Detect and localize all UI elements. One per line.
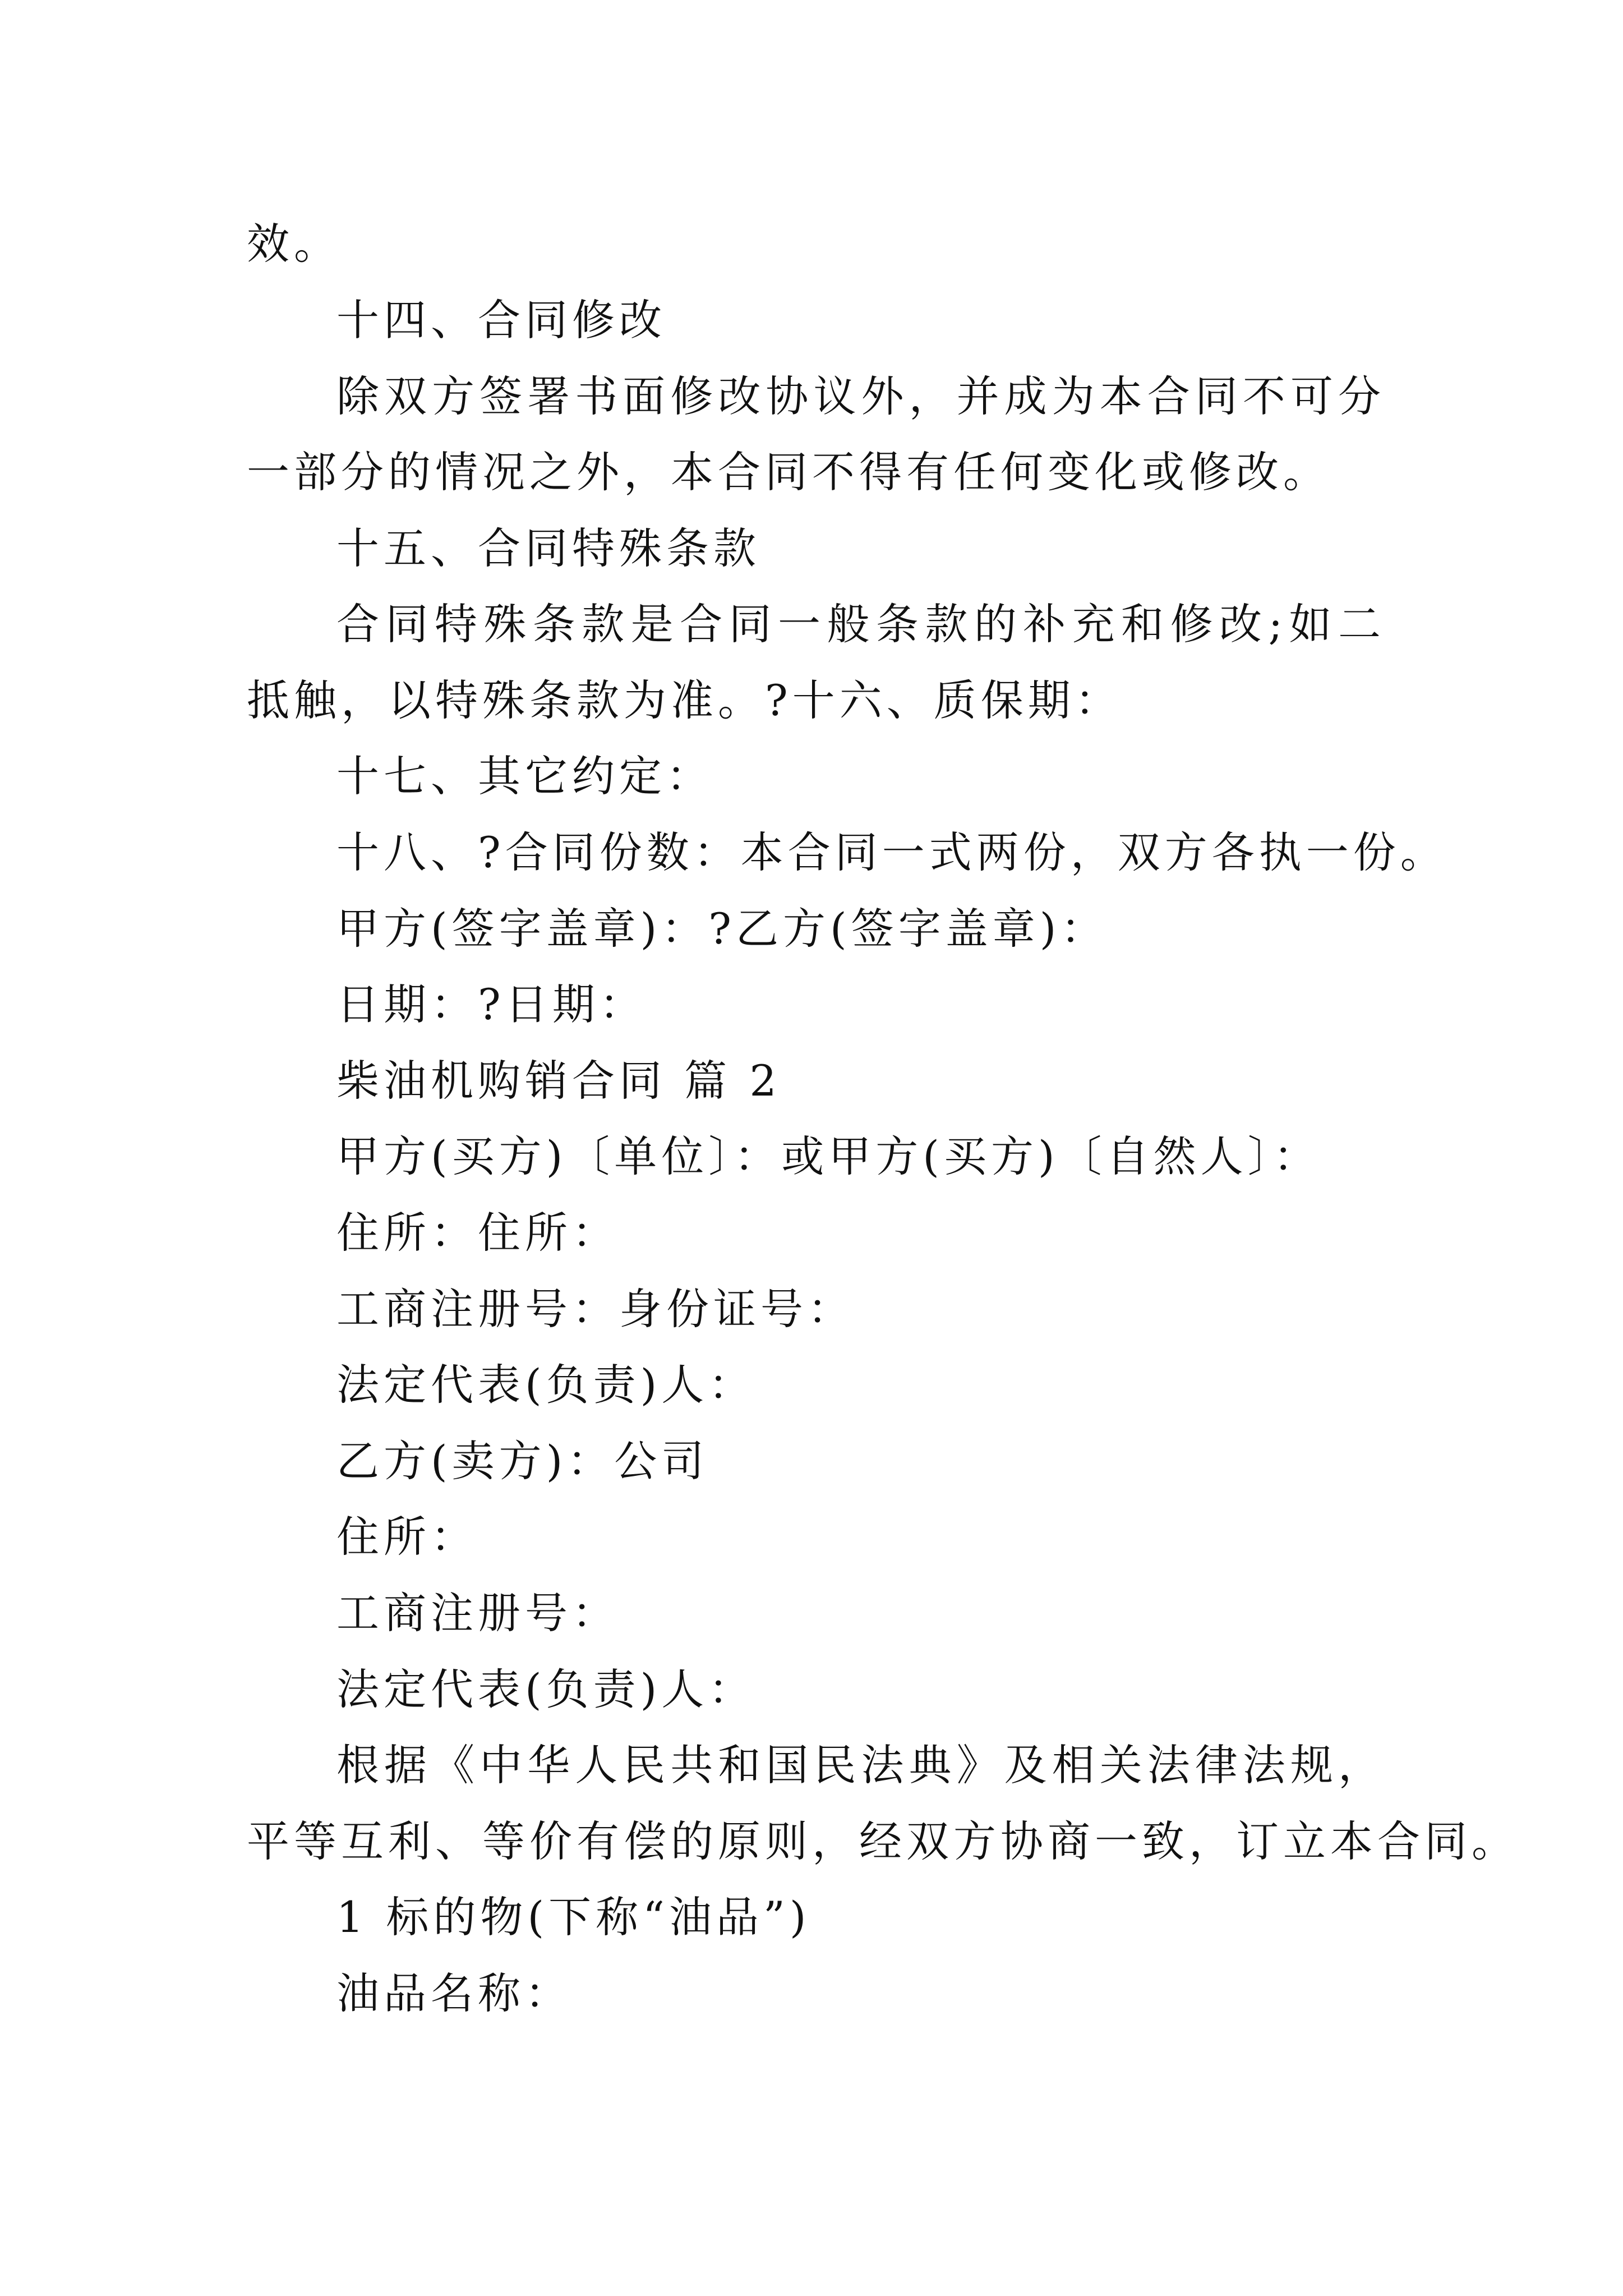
section-heading-17: 十七、其它约定： xyxy=(336,751,713,801)
address-line: 住所：住所： xyxy=(336,1208,619,1258)
paragraph-line: 平等互利、等价有偿的原则，经双方协商一致，订立本合同。 xyxy=(247,1816,1519,1866)
paragraph-line: 抵触，以特殊条款为准。?十六、质保期： xyxy=(247,675,1122,725)
section-heading-18: 十八、?合同份数：本合同一式两份，双方各执一份。 xyxy=(336,827,1447,877)
section-heading-14: 十四、合同修改 xyxy=(336,295,666,345)
address-line: 住所： xyxy=(336,1512,478,1562)
paragraph-line: 根据《中华人民共和国民法典》及相关法律法规， xyxy=(336,1740,1385,1790)
date-line: 日期：?日期： xyxy=(336,979,647,1029)
registration-line: 工商注册号：身份证号： xyxy=(336,1284,855,1334)
party-b-line: 乙方(卖方)：公司 xyxy=(336,1436,709,1486)
legal-rep-line: 法定代表(负责)人： xyxy=(336,1664,756,1714)
paragraph-line: 一部分的情况之外，本合同不得有任何变化或修改。 xyxy=(247,447,1330,497)
text-line-continuation: 效。 xyxy=(247,219,341,269)
clause-heading: 1 标的物(下称“油品”) xyxy=(336,1892,811,1942)
paragraph-line: 除双方签署书面修改协议外，并成为本合同不可分 xyxy=(336,371,1385,421)
paragraph-line: 合同特殊条款是合同一般条款的补充和修改;如二 xyxy=(336,599,1385,649)
registration-line: 工商注册号： xyxy=(336,1588,619,1638)
document-title: 柴油机购销合同 篇 2 xyxy=(336,1056,781,1106)
signature-line: 甲方(签字盖章)：?乙方(签字盖章)： xyxy=(336,904,1108,954)
field-label: 油品名称： xyxy=(336,1968,572,2018)
party-a-line: 甲方(买方)〔单位〕：或甲方(买方)〔自然人〕： xyxy=(336,1131,1321,1181)
legal-rep-line: 法定代表(负责)人： xyxy=(336,1360,756,1410)
section-heading-15: 十五、合同特殊条款 xyxy=(336,523,760,573)
